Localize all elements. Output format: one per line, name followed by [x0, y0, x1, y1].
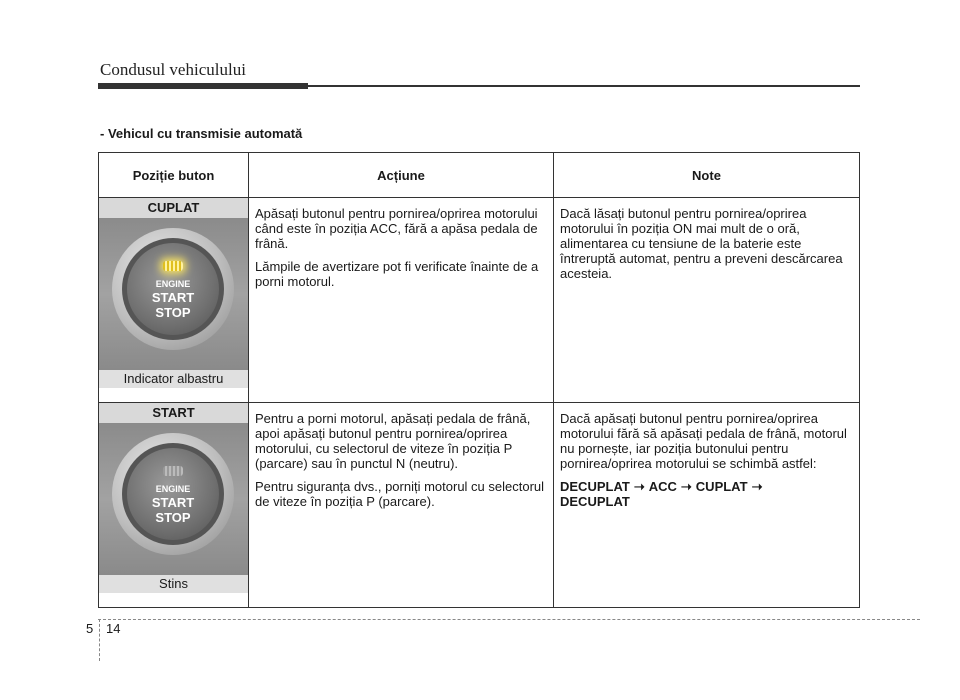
table-header-row: [99, 153, 860, 198]
button-text-engine: ENGINE: [155, 484, 191, 494]
button-text-start: START: [151, 290, 195, 305]
sequence-item: ACC: [648, 479, 677, 494]
position-cell: [99, 198, 249, 403]
state-sequence: [560, 479, 853, 509]
indicator-caption: Stins: [99, 575, 248, 593]
table-row: [99, 403, 860, 608]
action-cell: [249, 198, 554, 403]
arrow-right-icon: ➝: [633, 479, 645, 494]
engine-start-stop-button-icon: [112, 433, 234, 555]
position-label: START: [99, 403, 248, 423]
page-index: 14: [106, 621, 121, 636]
button-text-stop: STOP: [155, 305, 191, 320]
chapter-number: 5: [86, 621, 94, 636]
indicator-lamp-icon: [163, 261, 183, 271]
note-cell: [554, 198, 860, 403]
header-rule: [98, 85, 860, 87]
action-cell: [249, 403, 554, 608]
footer-divider: [98, 619, 920, 620]
action-paragraph: Apăsați butonul pentru pornirea/oprirea motorului când este în poziția ACC, fără a apăsa pedala de frână.: [255, 206, 538, 251]
action-paragraph: Pentru siguranța dvs., porniți motorul cu selectorul de viteze în poziția P (parcare).: [255, 479, 545, 509]
engine-button-image: [99, 218, 248, 370]
col-header-note: Note: [554, 153, 860, 198]
position-cell: [99, 403, 249, 608]
arrow-right-icon: ➝: [680, 479, 692, 494]
indicator-caption: Indicator albastru: [99, 370, 248, 388]
section-title: - Vehicul cu transmisie automată: [100, 126, 303, 141]
arrow-right-icon: ➝: [751, 479, 763, 494]
engine-start-stop-button-icon: [112, 228, 234, 350]
page-header-title: Condusul vehiculului: [100, 60, 246, 79]
sequence-item: CUPLAT: [695, 479, 748, 494]
button-text-engine: ENGINE: [155, 279, 191, 289]
page-number: [86, 621, 120, 636]
engine-button-image: [99, 423, 248, 575]
note-paragraph: Dacă apăsați butonul pentru pornirea/oprirea motorului fără să apăsați pedala de frână, motorul nu pornește, iar poziția butonului pentru pornirea/oprirea motorului se schimbă astfel:: [560, 411, 847, 471]
sequence-item: DECUPLAT: [560, 479, 630, 494]
action-paragraph: Pentru a porni motorul, apăsați pedala de frână, apoi apăsați butonul pentru pornirea/oprirea motorului, cu selectorul de viteze în poziția P (parcare) sau în punctul N (neutru).: [255, 411, 531, 471]
indicator-lamp-icon: [163, 466, 183, 476]
table-row: [99, 198, 860, 403]
button-text-stop: STOP: [155, 510, 191, 525]
note-paragraph: Dacă lăsați butonul pentru pornirea/oprirea motorului în poziția ON mai mult de o oră, alimentarea cu tensiune de la baterie este întreruptă automat, pentru a preveni descărcarea acesteia.: [560, 206, 843, 281]
col-header-action: Acțiune: [249, 153, 554, 198]
sequence-item: DECUPLAT: [560, 494, 630, 509]
col-header-position: Poziție buton: [99, 153, 249, 198]
ignition-table: [98, 152, 860, 608]
position-label: CUPLAT: [99, 198, 248, 218]
action-paragraph: Lămpile de avertizare pot fi verificate înainte de a porni motorul.: [255, 259, 539, 289]
note-cell: [554, 403, 860, 608]
button-text-start: START: [151, 495, 195, 510]
